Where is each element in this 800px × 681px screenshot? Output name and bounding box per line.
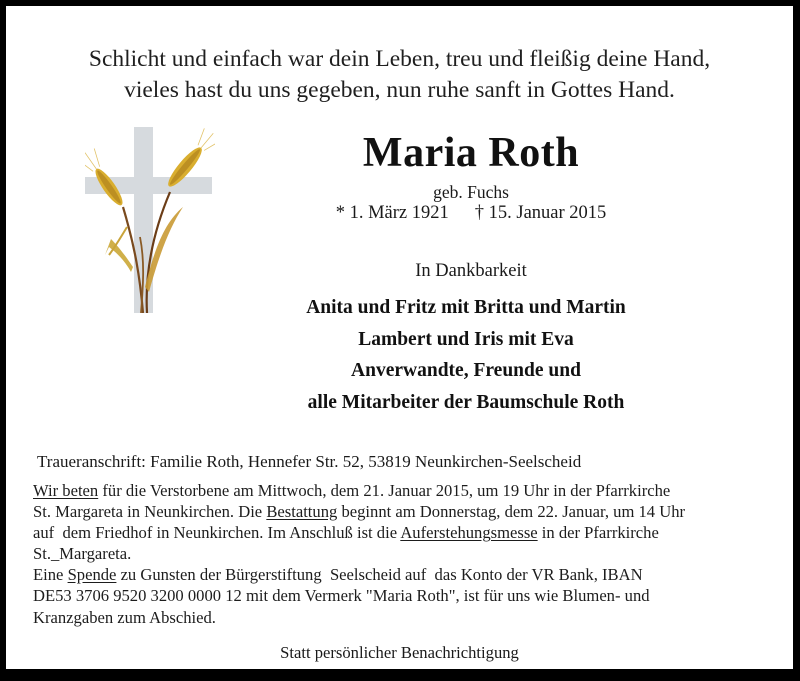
cross-with-wheat-icon xyxy=(85,127,215,313)
body-line-3 xyxy=(33,522,783,543)
verse-line-2: vieles hast du uns gegeben, nun ruhe sanft in Gottes Hand. xyxy=(124,77,675,103)
mourner-line: Anverwandte, Freunde und xyxy=(351,360,581,381)
body-text: beginnt am Donnerstag, dem 22. Januar, um 14 Uhr xyxy=(337,502,686,522)
body-line-1 xyxy=(33,480,783,501)
thanks-heading: In Dankbarkeit xyxy=(415,261,527,281)
life-dates xyxy=(256,203,686,224)
mourning-address: Traueranschrift: Familie Roth, Hennefer Str. 52, 53819 Neunkirchen-Seelscheid xyxy=(37,452,582,471)
prayer-label: Wir beten xyxy=(33,481,99,500)
mourners-list xyxy=(236,292,696,418)
burial-label: Bestattung xyxy=(266,502,338,522)
maiden-name: geb. Fuchs xyxy=(433,182,509,202)
deceased-name: Maria Roth xyxy=(362,130,580,176)
body-text: St. Margareta in Neunkirchen. Die xyxy=(33,502,267,522)
body-text: in der Pfarrkirche xyxy=(537,523,659,543)
verse xyxy=(6,44,793,106)
resurrection-mass-label: Auferstehungsmesse xyxy=(400,523,538,543)
footer-note: Statt persönlicher Benachrichtigung xyxy=(280,643,519,662)
service-details xyxy=(33,480,783,628)
body-line-5 xyxy=(33,564,783,585)
body-line-6: DE53 3706 9520 3200 0000 12 mit dem Vermerk "Maria Roth", ist für uns wie Blumen- und xyxy=(33,586,650,606)
body-line-7: Kranzgaben zum Abschied. xyxy=(33,607,216,627)
body-line-2 xyxy=(33,501,783,522)
birth-date: * 1. März 1921 xyxy=(335,203,449,223)
mourner-line: Lambert und Iris mit Eva xyxy=(358,328,574,350)
body-text: für die Verstorbene am Mittwoch, dem 21. Januar 2015, um 19 Uhr in der Pfarrkirche xyxy=(98,481,671,500)
donation-label: Spende xyxy=(67,565,117,585)
obituary-notice xyxy=(6,6,793,669)
body-text: zu Gunsten der Bürgerstiftung Seelscheid auf das Konto der VR Bank, IBAN xyxy=(116,565,643,585)
body-line-4: St._Margareta. xyxy=(33,544,132,564)
mourner-line: alle Mitarbeiter der Baumschule Roth xyxy=(307,391,625,413)
mourner-line: Anita und Fritz mit Britta und Martin xyxy=(306,297,626,318)
death-date: † 15. Januar 2015 xyxy=(474,203,607,223)
verse-line-1: Schlicht und einfach war dein Leben, treu und fleißig deine Hand, xyxy=(88,46,711,72)
body-text: Eine xyxy=(33,565,68,585)
body-text: auf dem Friedhof in Neunkirchen. Im Anschluß ist die xyxy=(33,523,401,543)
